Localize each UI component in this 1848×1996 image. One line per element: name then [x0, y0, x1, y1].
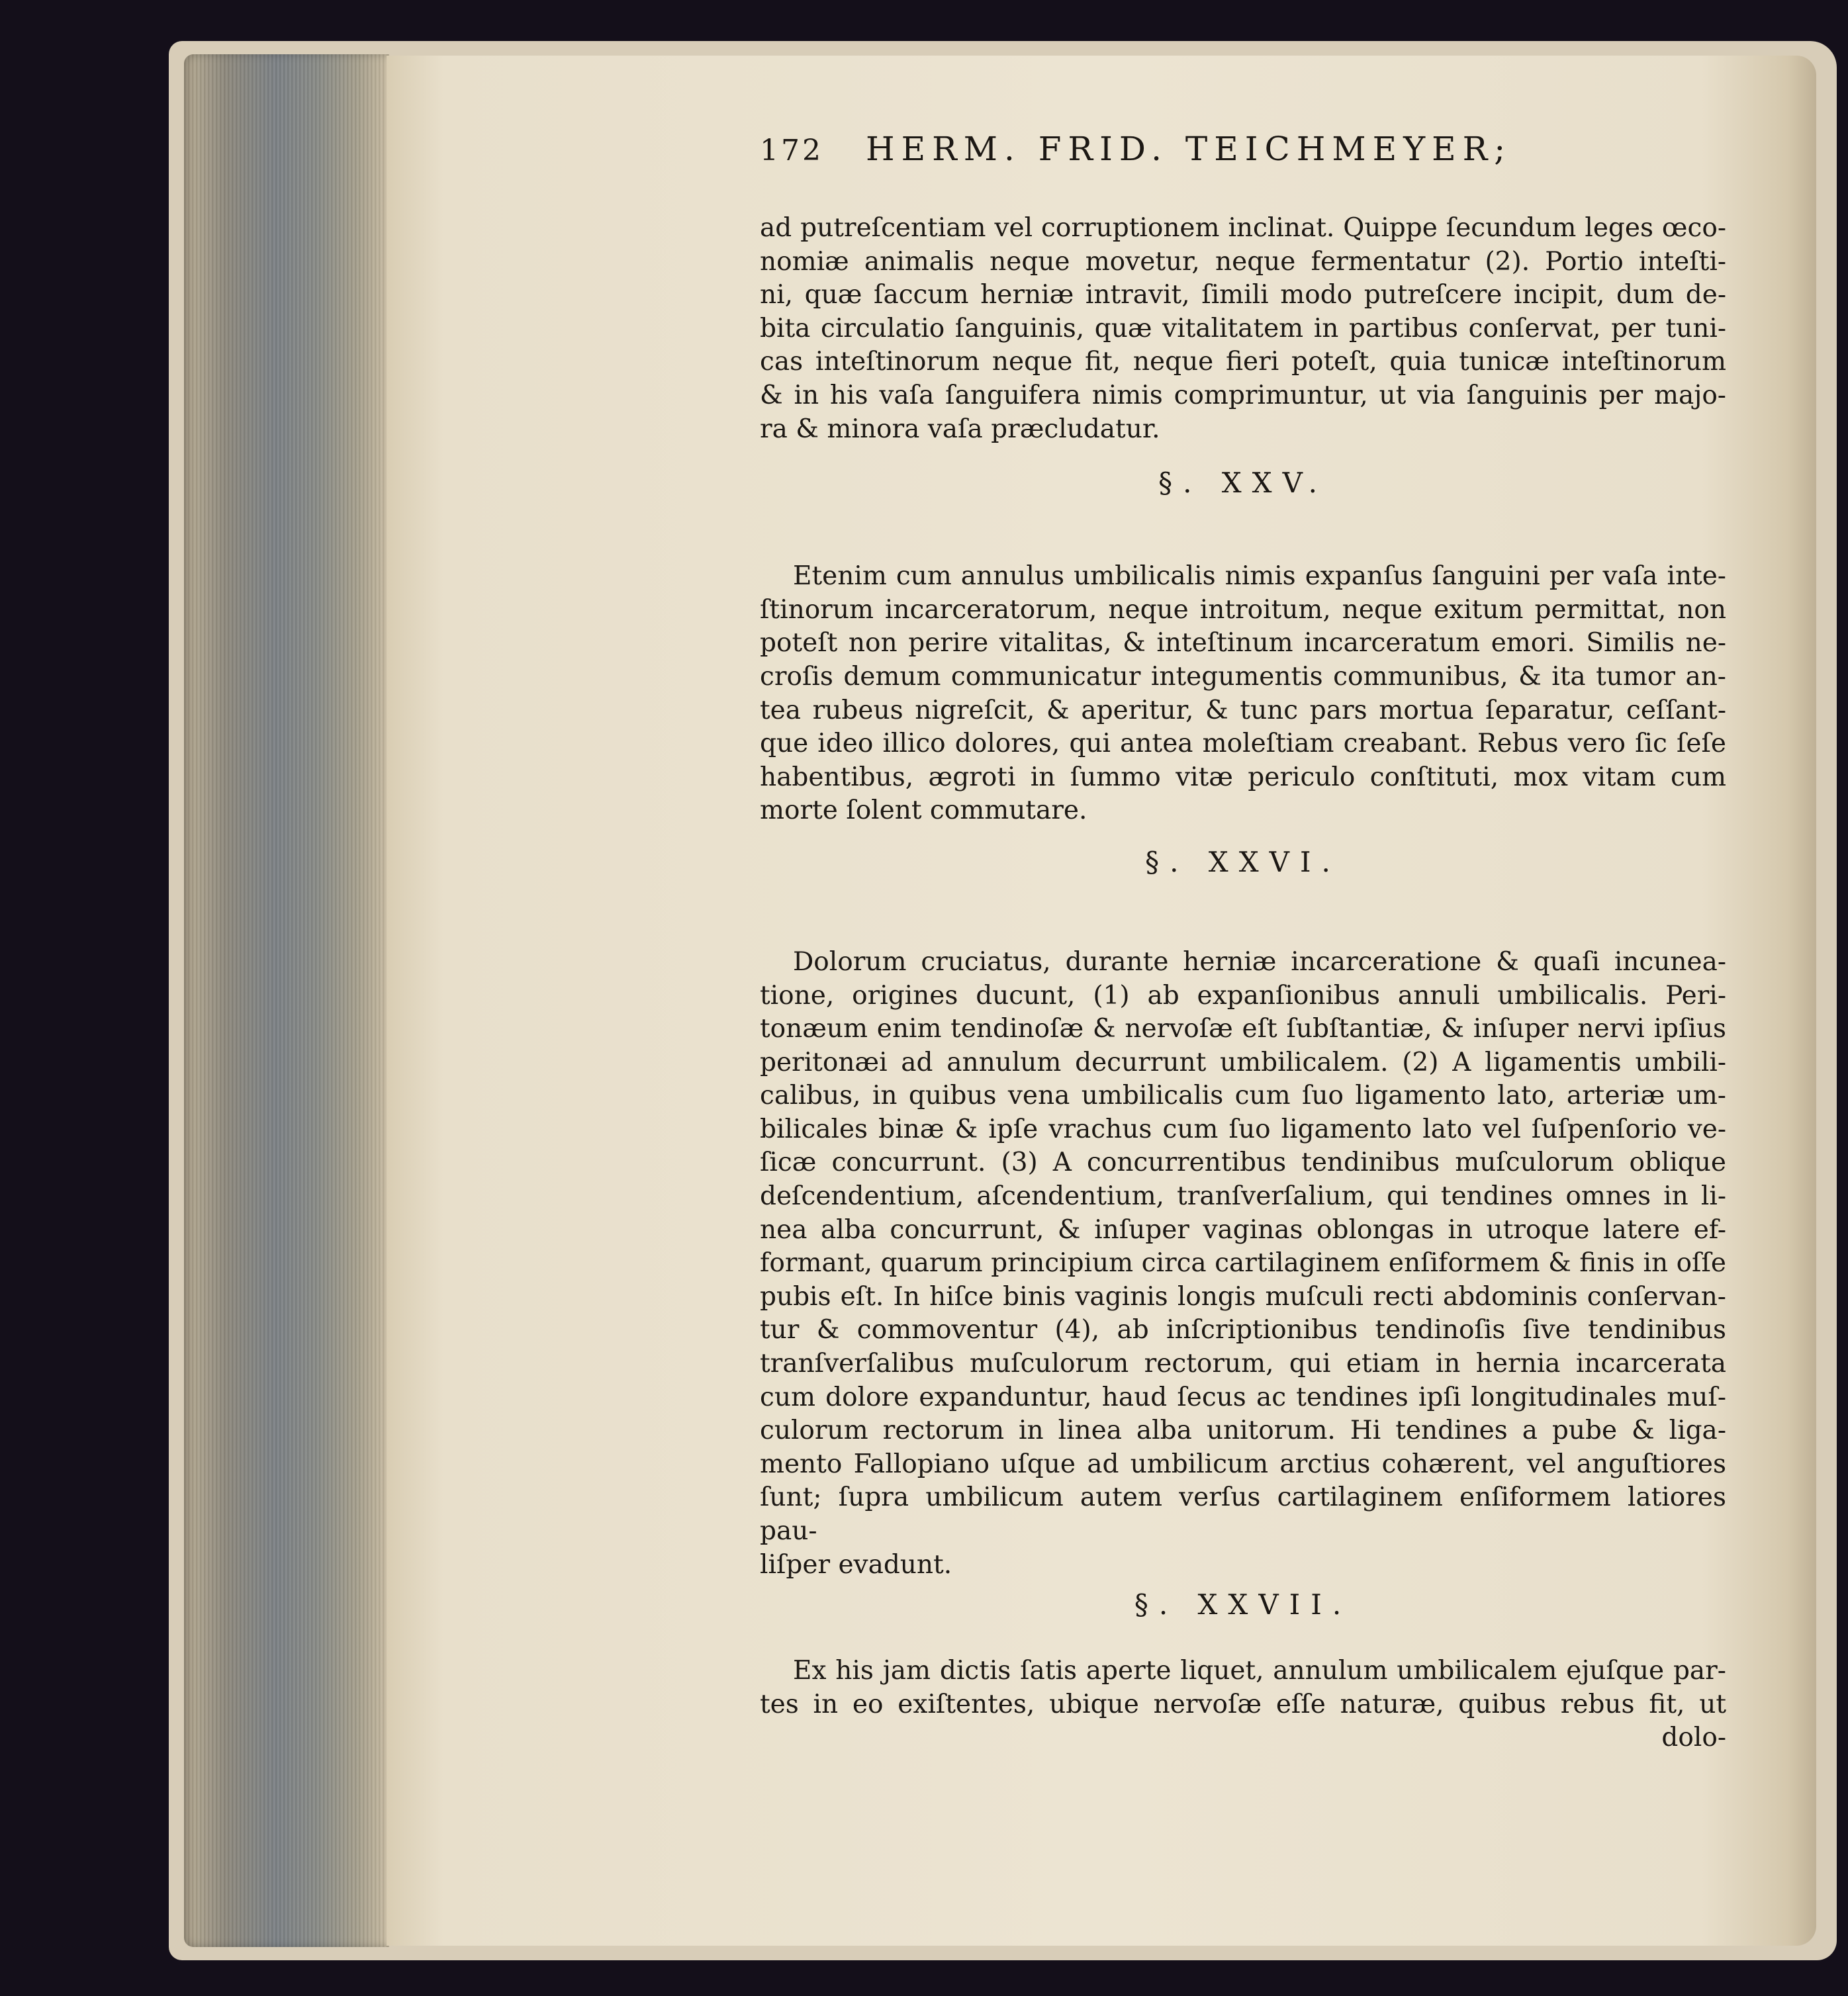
- text-line: croſis demum communicatur integumentis communibus, & ita tumor an-: [760, 661, 1726, 692]
- text-line: formant, quarum principium circa cartilaginem enſiformem & finis in oſſe: [760, 1248, 1726, 1279]
- text-line: ſunt; ſupra umbilicum autem verſus cartilaginem enſiformem latiores pau-: [760, 1482, 1726, 1546]
- section-heading-xxvii: §. XXVII.: [1134, 1588, 1352, 1621]
- catchword: dolo-: [1661, 1723, 1726, 1753]
- text-line: tes in eo exiſtentes, ubique nervoſæ eſſe naturæ, quibus rebus fit, ut: [760, 1689, 1726, 1719]
- text-line: habentibus, ægroti in ſummo vitæ periculo conſtituti, mox vitam cum: [760, 762, 1726, 792]
- paragraph-4: [760, 1655, 1726, 1721]
- text-line: bilicales binæ & ipſe vrachus cum ſuo ligamento lato vel ſuſpenſorio ve-: [760, 1114, 1726, 1144]
- text-line: morte ſolent commutare.: [760, 795, 1087, 826]
- text-line: cas inteſtinorum neque fit, neque fieri poteſt, quia tunicæ inteſtinorum: [760, 347, 1726, 377]
- text-line: Etenim cum annulus umbilicalis nimis expanſus ſanguini per vaſa inte-: [793, 561, 1726, 592]
- text-line: tranſverſalibus muſculorum rectorum, qui etiam in hernia incarcerata: [760, 1349, 1726, 1379]
- paragraph-1: [760, 212, 1726, 446]
- text-line: tea rubeus nigreſcit, & aperitur, & tunc pars mortua ſeparatur, ceſſant-: [760, 695, 1726, 725]
- text-line: que ideo illico dolores, qui antea moleſtiam creabant. Rebus vero ſic ſeſe: [760, 729, 1726, 759]
- running-head: [760, 132, 1726, 212]
- text-block: [760, 132, 1726, 1755]
- running-head-title: HERM. FRID. TEICHMEYER;: [866, 130, 1512, 168]
- text-line: culorum rectorum in linea alba unitorum. Hi tendines a pube & liga-: [760, 1416, 1726, 1446]
- text-line: cum dolore expanduntur, haud ſecus ac tendines ipſi longitudinales muſ-: [760, 1382, 1726, 1412]
- text-line: liſper evadunt.: [760, 1549, 952, 1580]
- text-line: calibus, in quibus vena umbilicalis cum ſuo ligamento lato, arteriæ um-: [760, 1081, 1726, 1111]
- text-line: pubis eſt. In hiſce binis vaginis longis muſculi recti abdominis conſervan-: [760, 1281, 1726, 1312]
- text-line: ad putreſcentiam vel corruptionem inclinat. Quippe ſecundum leges œco-: [760, 213, 1726, 243]
- paragraph-2: [760, 560, 1726, 828]
- text-line: mento Fallopiano uſque ad umbilicum arctius cohærent, vel anguſtiores: [760, 1449, 1726, 1479]
- text-line: Ex his jam dictis ſatis aperte liquet, annulum umbilicalem ejuſque par-: [793, 1656, 1726, 1686]
- text-line: ſtinorum incarceratorum, neque introitum, neque exitum permittat, non: [760, 594, 1726, 625]
- text-line: deſcendentium, aſcendentium, tranſverſalium, qui tendines omnes in li-: [760, 1181, 1726, 1212]
- text-line: bita circulatio ſanguinis, quæ vitalitatem in partibus conſervat, per tuni-: [760, 313, 1726, 343]
- text-line: tonæum enim tendinoſæ & nervoſæ eſt ſubſtantiæ, & inſuper nervi ipſius: [760, 1014, 1726, 1044]
- text-line: nomiæ animalis neque movetur, neque fermentatur (2). Portio inteſti-: [760, 246, 1726, 277]
- text-line: ſicæ concurrunt. (3) A concurrentibus tendinibus muſculorum oblique: [760, 1148, 1726, 1178]
- page-number: 172: [760, 134, 823, 167]
- text-line: peritonæi ad annulum decurrunt umbilicalem. (2) A ligamentis umbili-: [760, 1047, 1726, 1077]
- section-heading-xxvi: §. XXVI.: [1145, 845, 1341, 878]
- section-heading-xxv: §. XXV.: [1158, 467, 1328, 500]
- text-line: Dolorum cruciatus, durante herniæ incarceratione & quaſi incunea-: [793, 946, 1726, 977]
- text-line: ra & minora vaſa præcludatur.: [760, 414, 1160, 444]
- page-edges: [184, 54, 389, 1947]
- paragraph-3: [760, 946, 1726, 1582]
- text-line: nea alba concurrunt, & inſuper vaginas oblongas in utroque latere ef-: [760, 1214, 1726, 1245]
- text-line: & in his vaſa ſanguifera nimis comprimuntur, ut via ſanguinis per majo-: [760, 380, 1726, 410]
- text-line: poteſt non perire vitalitas, & inteſtinum incarceratum emori. Similis ne-: [760, 628, 1726, 658]
- text-line: tur & commoventur (4), ab inſcriptionibus tendinoſis ſive tendinibus: [760, 1315, 1726, 1345]
- text-line: tione, origines ducunt, (1) ab expanſionibus annuli umbilicalis. Peri-: [760, 980, 1726, 1011]
- text-line: ni, quæ ſaccum herniæ intravit, ſimili modo putreſcere incipit, dum de-: [760, 280, 1726, 310]
